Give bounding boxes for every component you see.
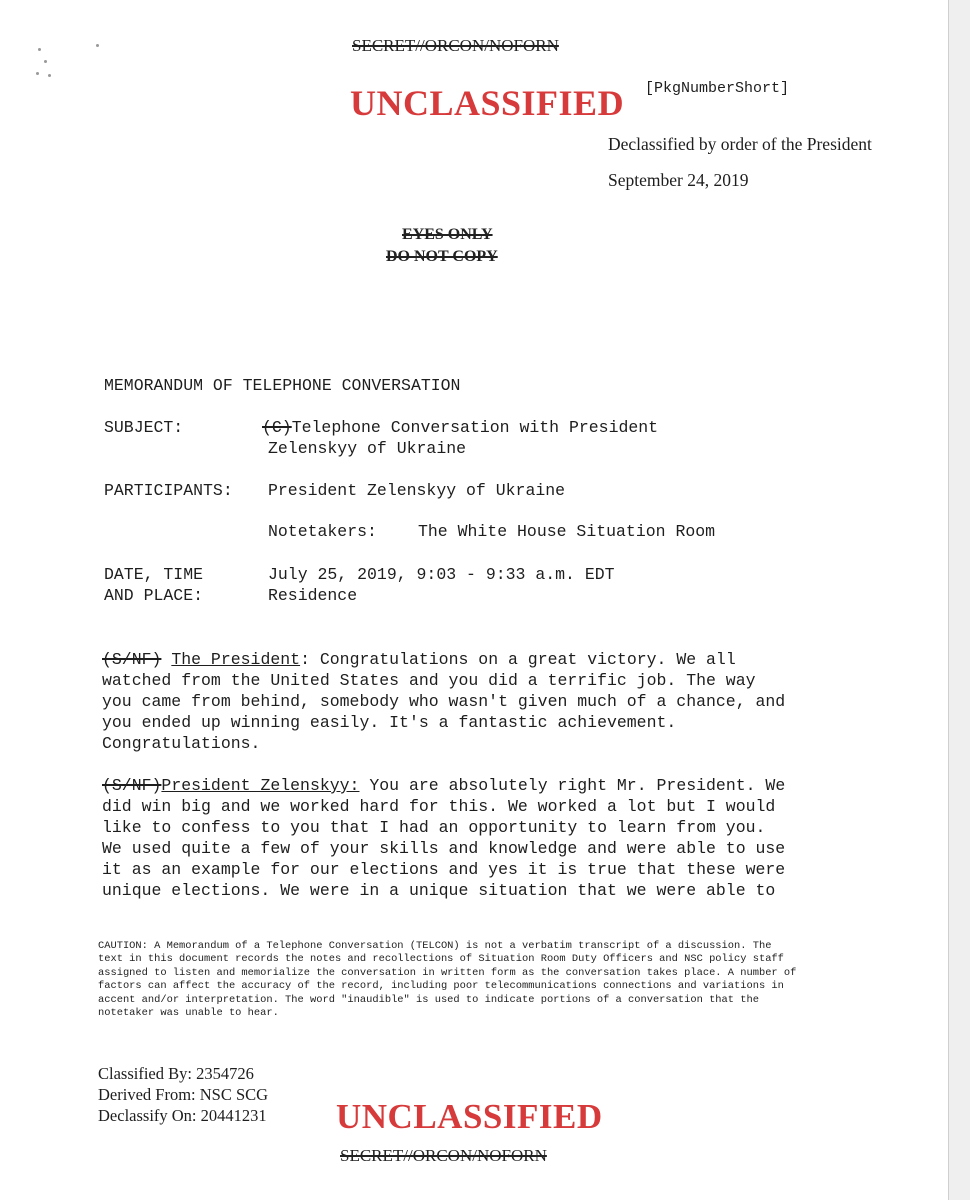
declassified-line: Declassified by order of the President [608, 134, 872, 154]
pkg-number: [PkgNumberShort] [645, 80, 790, 97]
declassified-date: September 24, 2019 [608, 170, 749, 190]
subject-line-2: Zelenskyy of Ukraine [268, 439, 467, 458]
paragraph-zelenskyy: (S/NF)President Zelenskyy: You are absolutely right Mr. President. We did win big and we worked hard for this. We worked a lot but I would like to confess to you that I had an opportunity to learn from you. We used quite a few of your skills and knowledge and were able to use it as an example for our elections and yes it is true that these were unique elections. We were in a unique situation that we were able to [102, 776, 786, 900]
eyes-only-struck: EYES ONLY [402, 226, 493, 243]
date-value: July 25, 2019, 9:03 - 9:33 a.m. EDT [268, 565, 615, 584]
speaker-president: The President [171, 650, 301, 669]
unclassified-stamp-top: UNCLASSIFIED [350, 83, 625, 123]
class-marking: (S/NF) [102, 650, 162, 669]
place-value: Residence [268, 586, 358, 605]
speck [36, 72, 39, 75]
paragraph-president: (S/NF) The President: Congratulations on a great victory. We all watched from the United States and you did a terrific job. The way you came from behind, somebody who wasn't given much of a chance, and you ended up winning easily. It's a fantastic achievement. Congratulations. [102, 650, 786, 753]
derived-from: Derived From: NSC SCG [98, 1085, 269, 1104]
date-label-1: DATE, TIME [104, 565, 204, 584]
date-label-2: AND PLACE: [104, 586, 204, 605]
subject-label: SUBJECT: [104, 418, 184, 437]
unclassified-stamp-bottom: UNCLASSIFIED [336, 1097, 603, 1136]
subject-class-marking: (C) [262, 418, 292, 437]
speck [48, 74, 51, 77]
caution-notice: CAUTION: A Memorandum of a Telephone Conversation (TELCON) is not a verbatim transcript of a discussion. The text in this document records the notes and recollections of Situation Room Duty Officers and NSC policy staff assigned to listen and memorialize the conversation in written form as the conversation takes place. A number of factors can affect the accuracy of the record, including poor telecommunications connections and variations in accent and/or interpretation. The word "inaudible" is used to indicate portions of a conversation that the notetaker was unable to hear. [98, 940, 797, 1020]
classification-struck-bottom: SECRET//ORCON/NOFORN [340, 1146, 547, 1165]
notetakers-label: Notetakers: [268, 522, 377, 541]
do-not-copy-struck: DO NOT COPY [386, 248, 498, 265]
page-edge [948, 0, 970, 1200]
classified-by: Classified By: 2354726 [98, 1064, 254, 1083]
speck [96, 44, 99, 47]
participants-label: PARTICIPANTS: [104, 481, 233, 500]
classification-struck-top: SECRET//ORCON/NOFORN [352, 36, 559, 55]
speck [44, 60, 47, 63]
declassify-on: Declassify On: 20441231 [98, 1106, 267, 1125]
participants-value: President Zelenskyy of Ukraine [268, 481, 566, 500]
notetakers-value: The White House Situation Room [418, 522, 716, 541]
speck [38, 48, 41, 51]
subject-line-1: (C)Telephone Conversation with President [262, 418, 659, 437]
speaker-zelenskyy: President Zelenskyy: [161, 776, 360, 795]
class-marking: (S/NF) [102, 776, 162, 795]
memo-title: MEMORANDUM OF TELEPHONE CONVERSATION [104, 376, 461, 395]
